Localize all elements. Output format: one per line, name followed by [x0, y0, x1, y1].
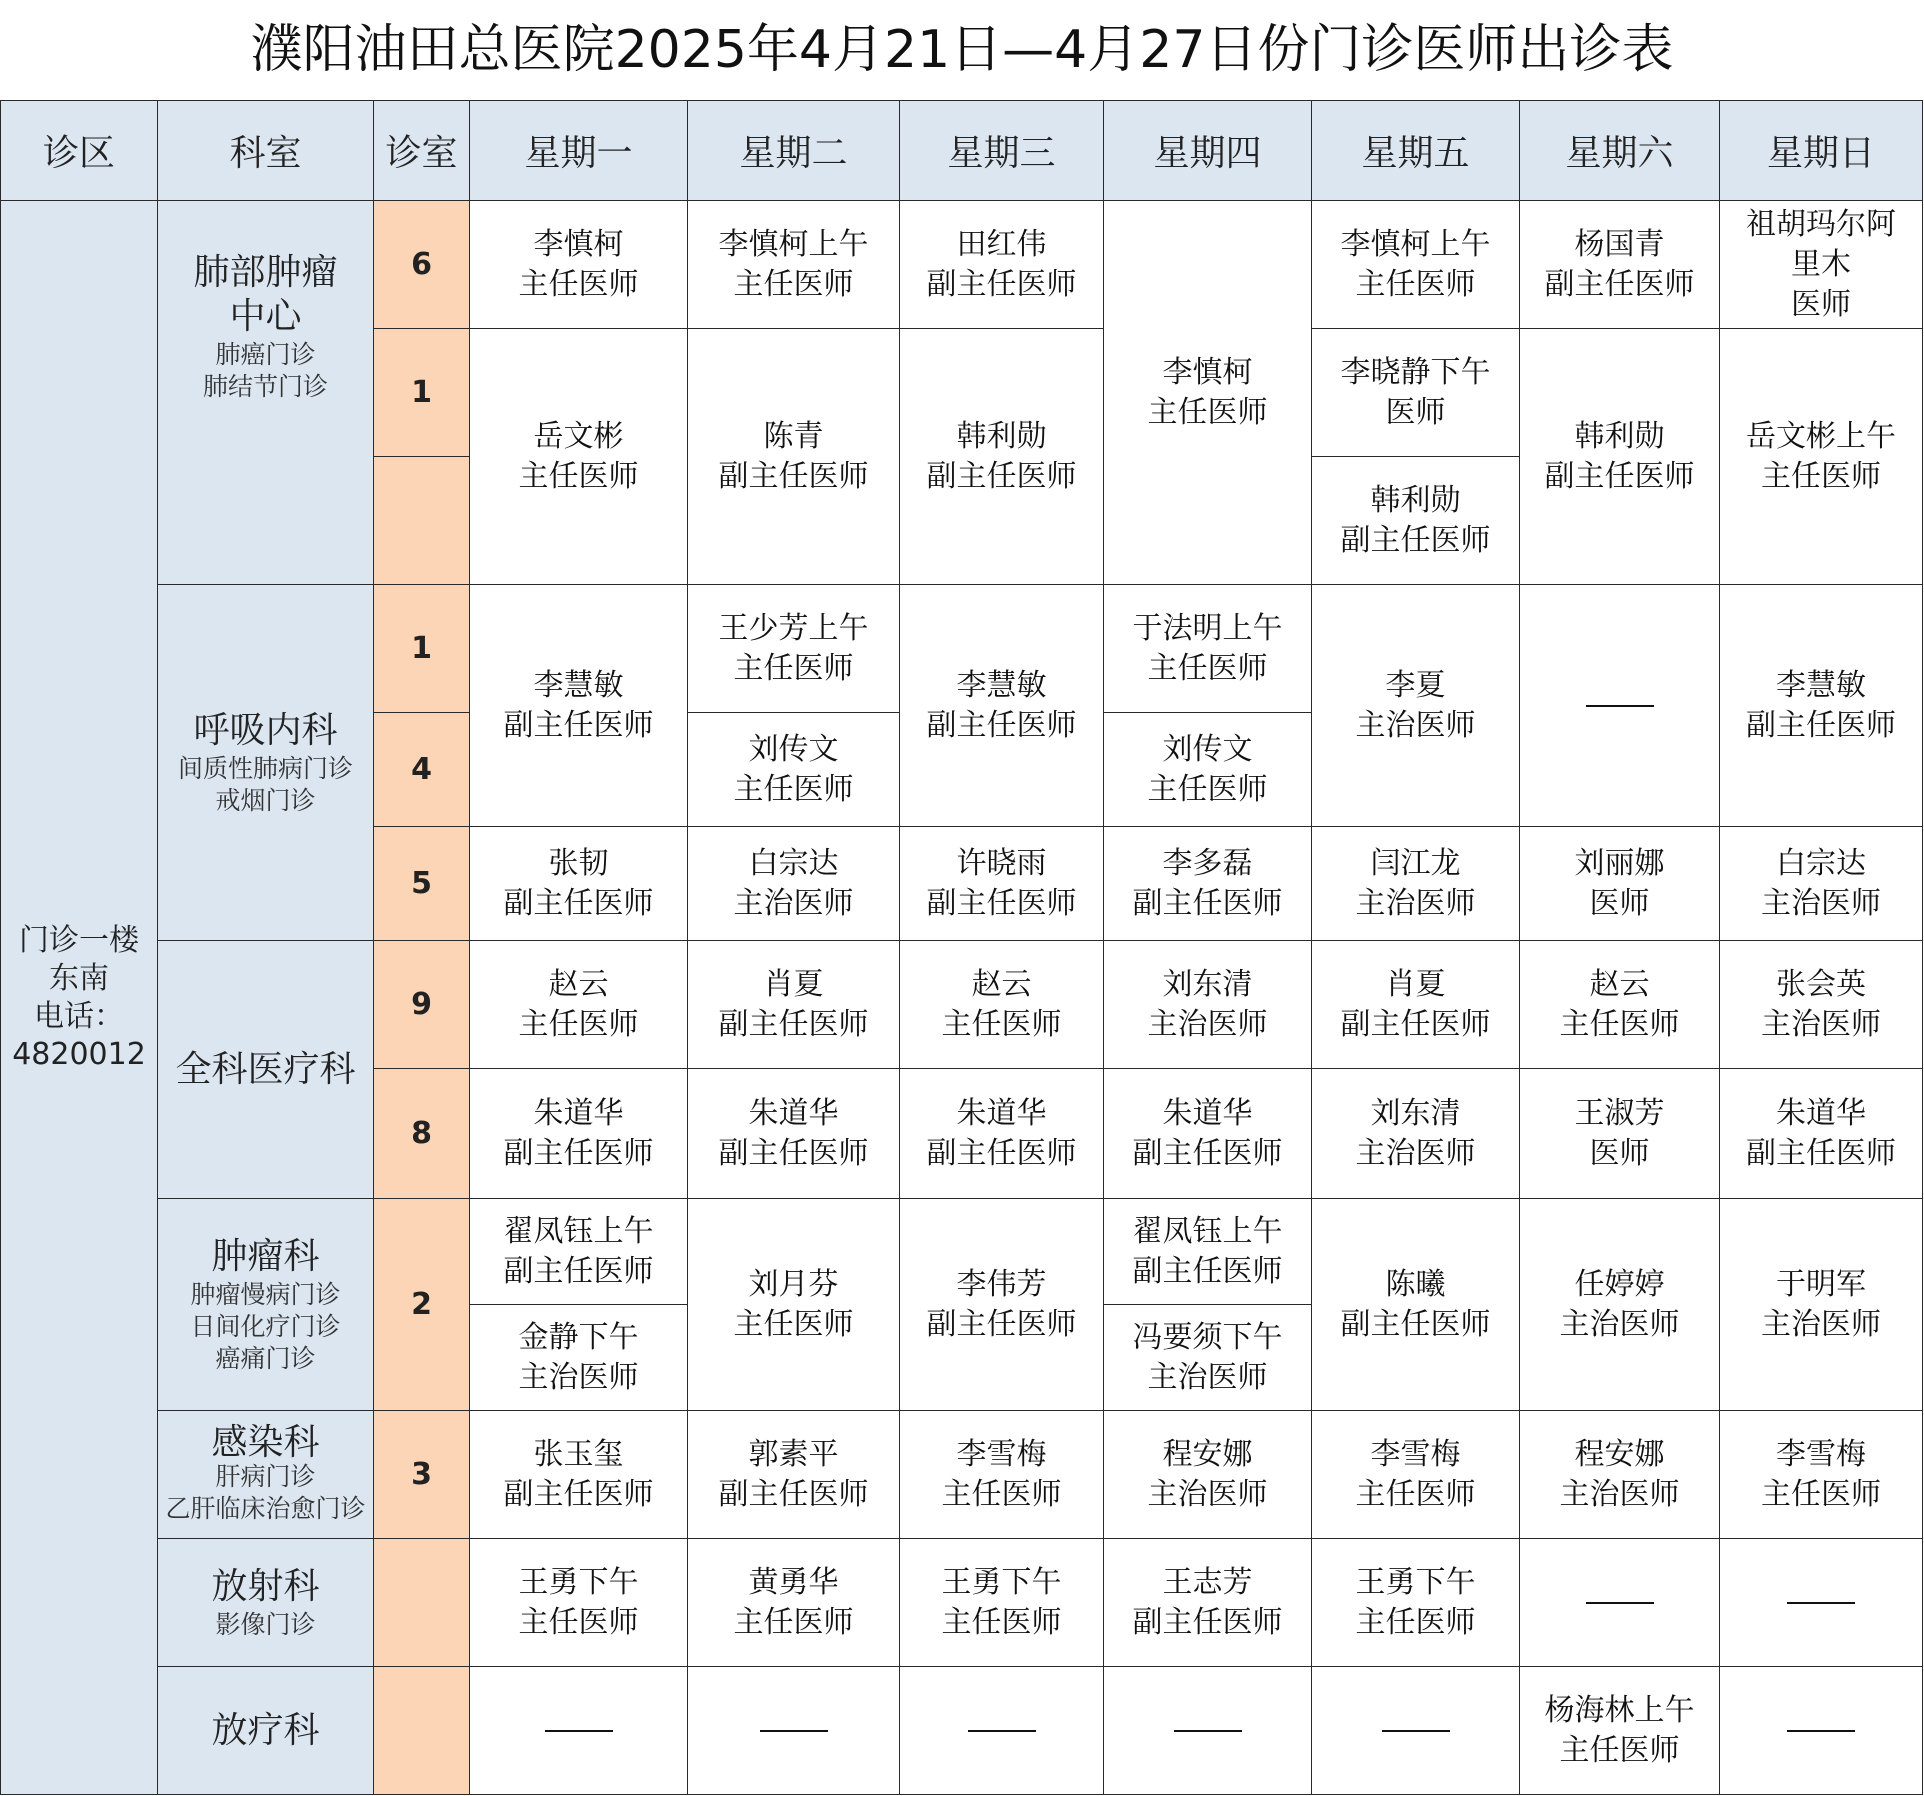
zone-line: 4820012: [12, 1036, 146, 1072]
header-sat: 星期六: [1520, 101, 1720, 201]
schedule-cell: 朱道华 副主任医师: [1104, 1069, 1312, 1199]
schedule-table: [0, 100, 1923, 1795]
room-number: 9: [374, 941, 470, 1069]
schedule-cell: 王勇下午 主任医师: [470, 1539, 688, 1667]
schedule-cell: 朱道华 副主任医师: [900, 1069, 1104, 1199]
dash-mark: [1174, 1730, 1242, 1732]
schedule-cell: 李慎柯 主任医师: [470, 201, 688, 329]
zone-cell: [1, 201, 158, 1795]
schedule-cell-empty: [900, 1667, 1104, 1795]
schedule-cell: 李慧敏 副主任医师: [470, 585, 688, 827]
schedule-cell-empty: [688, 1667, 900, 1795]
schedule-cell-empty: [1312, 1667, 1520, 1795]
schedule-cell: 韩利勋 副主任医师: [1520, 329, 1720, 585]
schedule-cell: 金静下午 主治医师: [470, 1305, 688, 1411]
schedule-cell-empty: [1720, 1667, 1923, 1795]
dept-radio: [158, 1539, 374, 1667]
dept-name: 放射科: [211, 1565, 320, 1607]
dept-name: 呼吸内科: [193, 709, 338, 751]
dept-name: 感染科: [211, 1421, 320, 1463]
schedule-cell: 李多磊 副主任医师: [1104, 827, 1312, 941]
header-thu: 星期四: [1104, 101, 1312, 201]
schedule-cell: 程安娜 主治医师: [1104, 1411, 1312, 1539]
schedule-cell: 刘传文 主任医师: [688, 713, 900, 827]
dept-onco: [158, 1199, 374, 1411]
schedule-cell: 李夏 主治医师: [1312, 585, 1520, 827]
room-number: 2: [374, 1199, 470, 1411]
room-number: 6: [374, 201, 470, 329]
schedule-cell: 朱道华 副主任医师: [688, 1069, 900, 1199]
schedule-cell: 朱道华 副主任医师: [1720, 1069, 1923, 1199]
room-number: [374, 1539, 470, 1667]
room-number: 4: [374, 713, 470, 827]
schedule-cell: 祖胡玛尔阿里木 医师: [1720, 201, 1923, 329]
schedule-cell: 岳文彬上午 主任医师: [1720, 329, 1923, 585]
schedule-cell: 李慎柯上午 主任医师: [1312, 201, 1520, 329]
schedule-cell: 刘丽娜 医师: [1520, 827, 1720, 941]
schedule-cell: 许晓雨 副主任医师: [900, 827, 1104, 941]
schedule-cell: 杨海林上午 主任医师: [1520, 1667, 1720, 1795]
dept-name: 放疗科: [211, 1709, 320, 1751]
room-number: [374, 457, 470, 585]
dash-mark: [1382, 1730, 1450, 1732]
table-row: [1, 1539, 1923, 1667]
dept-sub: 戒烟门诊: [215, 785, 316, 815]
schedule-cell-empty: [470, 1667, 688, 1795]
schedule-cell: 闫江龙 主治医师: [1312, 827, 1520, 941]
table-row: [1, 201, 1923, 329]
dept-name: 全科医疗科: [175, 1048, 356, 1090]
schedule-cell: 李慎柯上午 主任医师: [688, 201, 900, 329]
dept-sub: 肝病门诊: [215, 1461, 316, 1491]
header-tue: 星期二: [688, 101, 900, 201]
dept-sub: 肺结节门诊: [202, 372, 328, 401]
dash-mark: [545, 1730, 613, 1732]
zone-line: 电话：: [34, 998, 124, 1034]
schedule-cell: 刘传文 主任医师: [1104, 713, 1312, 827]
dept-sub: 肿瘤慢病门诊: [190, 1279, 341, 1309]
dash-mark: [760, 1730, 828, 1732]
table-row: [1, 941, 1923, 1069]
schedule-cell: 郭素平 副主任医师: [688, 1411, 900, 1539]
table-row: [1, 585, 1923, 713]
schedule-cell: 李雪梅 主任医师: [900, 1411, 1104, 1539]
dash-mark: [1787, 1602, 1855, 1604]
schedule-cell: 赵云 主任医师: [470, 941, 688, 1069]
schedule-cell: 程安娜 主治医师: [1520, 1411, 1720, 1539]
schedule-cell: 白宗达 主治医师: [688, 827, 900, 941]
schedule-cell: 赵云 主任医师: [1520, 941, 1720, 1069]
schedule-cell: 李慧敏 副主任医师: [1720, 585, 1923, 827]
schedule-cell: 赵云 主任医师: [900, 941, 1104, 1069]
room-number: 3: [374, 1411, 470, 1539]
dash-mark: [1586, 705, 1654, 707]
schedule-cell: 陈青 副主任医师: [688, 329, 900, 585]
zone-line: 门诊一楼: [19, 922, 139, 958]
schedule-cell: 刘东清 主治医师: [1312, 1069, 1520, 1199]
header-mon: 星期一: [470, 101, 688, 201]
header-wed: 星期三: [900, 101, 1104, 201]
schedule-cell: 王勇下午 主任医师: [1312, 1539, 1520, 1667]
dept-resp: [158, 585, 374, 941]
schedule-cell: 任婷婷 主治医师: [1520, 1199, 1720, 1411]
schedule-cell: 于法明上午 主任医师: [1104, 585, 1312, 713]
dept-general: [158, 941, 374, 1199]
dept-sub: 影像门诊: [215, 1609, 316, 1639]
zone-line: 东南: [49, 960, 109, 996]
dept-lung: [158, 201, 374, 585]
schedule-cell: 刘东清 主治医师: [1104, 941, 1312, 1069]
dept-sub: 肺癌门诊: [215, 340, 316, 369]
schedule-cell: 黄勇华 主任医师: [688, 1539, 900, 1667]
dept-radiother: [158, 1667, 374, 1795]
table-row: [1, 1667, 1923, 1795]
room-number: 8: [374, 1069, 470, 1199]
schedule-cell: 肖夏 副主任医师: [1312, 941, 1520, 1069]
room-number: 5: [374, 827, 470, 941]
schedule-cell: 田红伟 副主任医师: [900, 201, 1104, 329]
schedule-cell-empty: [1520, 1539, 1720, 1667]
header-fri: 星期五: [1312, 101, 1520, 201]
schedule-cell: 岳文彬 主任医师: [470, 329, 688, 585]
room-number: 1: [374, 585, 470, 713]
schedule-cell: 白宗达 主治医师: [1720, 827, 1923, 941]
schedule-cell: 王勇下午 主任医师: [900, 1539, 1104, 1667]
room-number: [374, 1667, 470, 1795]
header-sun: 星期日: [1720, 101, 1923, 201]
schedule-cell: 李晓静下午 医师: [1312, 329, 1520, 457]
table-row: [1, 1199, 1923, 1305]
dept-sub: 癌痛门诊: [215, 1343, 316, 1373]
schedule-cell: 杨国青 副主任医师: [1520, 201, 1720, 329]
schedule-cell: 李慎柯 主任医师: [1104, 201, 1312, 585]
schedule-cell: 朱道华 副主任医师: [470, 1069, 688, 1199]
dash-mark: [968, 1730, 1036, 1732]
schedule-cell: 李伟芳 副主任医师: [900, 1199, 1104, 1411]
header-zone: 诊区: [1, 101, 158, 201]
schedule-cell: 肖夏 副主任医师: [688, 941, 900, 1069]
schedule-cell: 陈曦 副主任医师: [1312, 1199, 1520, 1411]
schedule-cell: 张玉玺 副主任医师: [470, 1411, 688, 1539]
room-number: 1: [374, 329, 470, 457]
schedule-cell: 李慧敏 副主任医师: [900, 585, 1104, 827]
schedule-cell: 张会英 主治医师: [1720, 941, 1923, 1069]
schedule-cell: 韩利勋 副主任医师: [1312, 457, 1520, 585]
schedule-cell: 张韧 副主任医师: [470, 827, 688, 941]
table-row: [1, 1411, 1923, 1539]
dept-sub: 日间化疗门诊: [190, 1311, 341, 1341]
schedule-cell-empty: [1104, 1667, 1312, 1795]
schedule-cell: 李雪梅 主任医师: [1312, 1411, 1520, 1539]
dash-mark: [1787, 1730, 1855, 1732]
dept-sub: 乙肝临床治愈门诊: [165, 1493, 366, 1523]
schedule-cell-empty: [1520, 585, 1720, 827]
schedule-cell: 王淑芳 医师: [1520, 1069, 1720, 1199]
dept-infect: [158, 1411, 374, 1539]
dept-name: 肺部肿瘤中心: [193, 252, 338, 337]
header-dept: 科室: [158, 101, 374, 201]
dept-name: 肿瘤科: [211, 1235, 320, 1277]
schedule-cell: 于明军 主治医师: [1720, 1199, 1923, 1411]
schedule-cell: 冯要须下午 主治医师: [1104, 1305, 1312, 1411]
schedule-cell: 李雪梅 主任医师: [1720, 1411, 1923, 1539]
dept-sub: 间质性肺病门诊: [177, 753, 353, 783]
schedule-cell: 翟凤钰上午 副主任医师: [1104, 1199, 1312, 1305]
schedule-cell: 翟凤钰上午 副主任医师: [470, 1199, 688, 1305]
schedule-cell: 刘月芬 主任医师: [688, 1199, 900, 1411]
header-row: [1, 101, 1923, 201]
schedule-cell-empty: [1720, 1539, 1923, 1667]
dash-mark: [1586, 1602, 1654, 1604]
header-room: 诊室: [374, 101, 470, 201]
schedule-cell: 韩利勋 副主任医师: [900, 329, 1104, 585]
schedule-cell: 王少芳上午 主任医师: [688, 585, 900, 713]
page-title: 濮阳油田总医院2025年4月21日—4月27日份门诊医师出诊表: [250, 20, 1674, 80]
schedule-cell: 王志芳 副主任医师: [1104, 1539, 1312, 1667]
